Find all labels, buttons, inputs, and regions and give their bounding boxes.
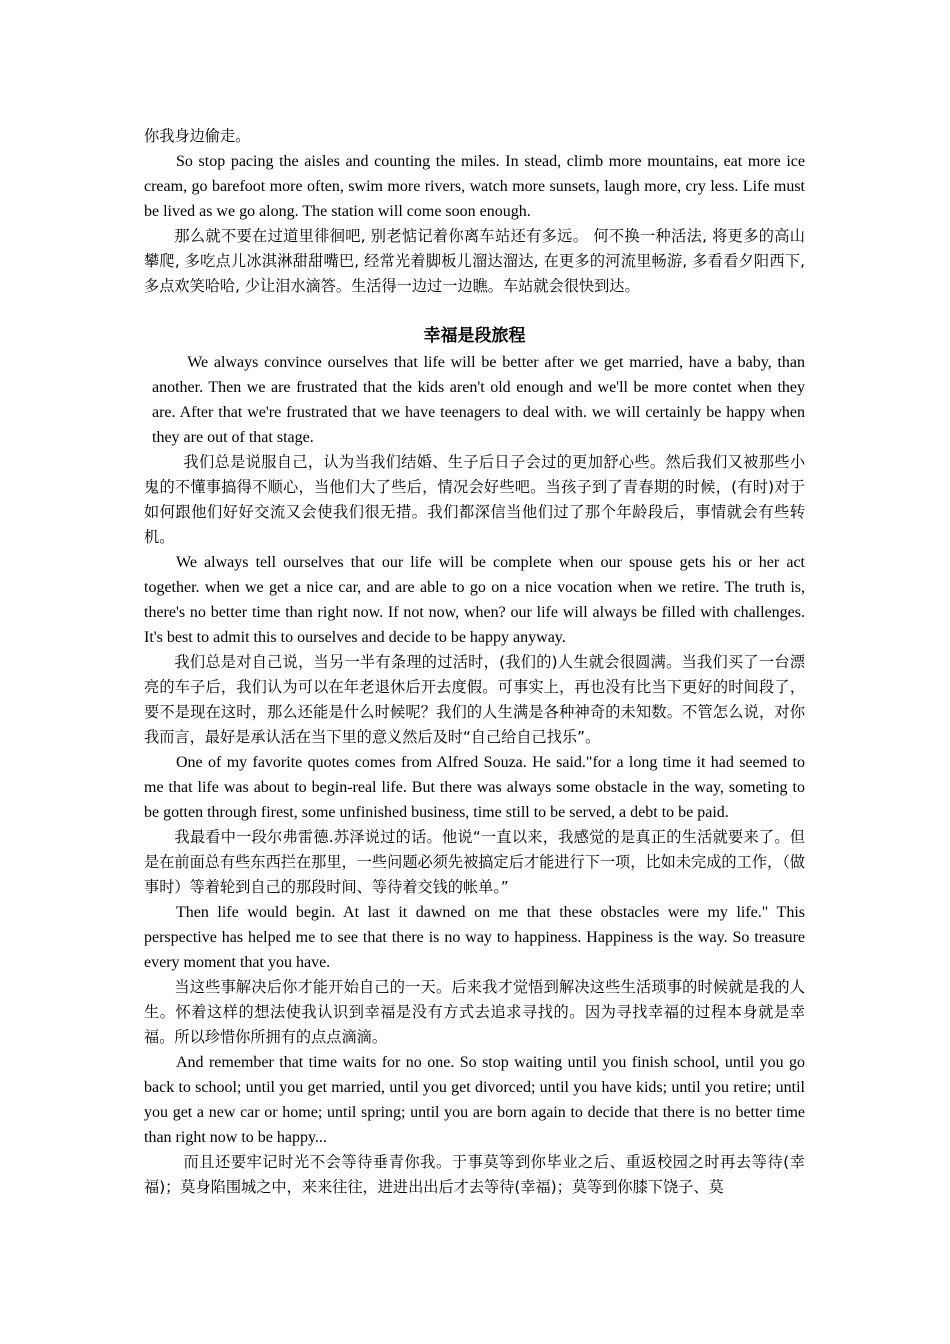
- article-title: 幸福是段旅程: [423, 326, 526, 346]
- paragraph-5: One of my favorite quotes comes from Alfred Souza. He said."for a long time it had seemed to me that life was about to begin-real life. But there was always some obstacle in the way, someting to be gotten through firest, some unfinished business, time still to be served, a debt to be paid.: [144, 754, 805, 821]
- intro-english-paragraph: So stop pacing the aisles and counting the miles. In stead, climb more mountains, eat more ice cream, go barefoot more often, swim more rivers, watch more sunsets, laugh more, cry less. Life must be lived as we go along. The station will come soon enough.: [144, 153, 805, 220]
- paragraph-2: 我们总是说服自己，认为当我们结婚、生子后日子会过的更加舒心些。然后我们又被那些小鬼的不懂事搞得不顺心，当他们大了些后，情况会好些吧。当孩子到了青春期的时候，(有时)对于如何跟他们好好交流又会使我们很无措。我们都深信当他们过了那个年龄段后，事情就会有些转机。: [144, 453, 805, 546]
- intro-chinese-paragraph: 那么就不要在过道里徘徊吧, 别老惦记着你离车站还有多远。 何不换一种活法, 将更多的高山攀爬, 多吃点儿冰淇淋甜甜嘴巴, 经常光着脚板儿溜达溜达, 在更多的河流里畅游, 多看看夕阳西下, 多点欢笑哈哈, 少让泪水滴答。生活得一边过一边瞧。车站就会很快到达。: [144, 227, 805, 295]
- paragraph-10: 而且还要牢记时光不会等待垂青你我。于事莫等到你毕业之后、重返校园之时再去等待(幸福)；莫身陷围城之中，来来往往，进进出出后才去等待(幸福)；莫等到你膝下饶子、莫: [144, 1153, 805, 1196]
- paragraph-7: Then life would begin. At last it dawned on me that these obstacles were my life." This perspective has helped me to see that there is no way to happiness. Happiness is the way. So treasure every moment that you have.: [144, 904, 805, 971]
- text-column: [144, 124, 805, 1200]
- paragraph-1: We always convince ourselves that life will be better after we get married, have a baby, than another. Then we are frustrated that the kids aren't old enough and we'll be more contet when they are. After that we're frustrated that we have teenagers to deal with. we will certainly be happy when they are out of that stage.: [152, 354, 805, 446]
- first-english-block: [152, 350, 805, 450]
- continuation-line: 你我身边偷走。: [144, 127, 251, 145]
- paragraph-9: And remember that time waits for no one. So stop waiting until you finish school, until you go back to school; until you get married, until you get divorced; until you have kids; until you retire; until you get a new car or home; until spring; until you are born again to decide that there is no better time than right now to be happy...: [144, 1054, 805, 1146]
- paragraph-6: 我最看中一段尔弗雷德.苏泽说过的话。他说“一直以来，我感觉的是真正的生活就要来了。但是在前面总有些东西拦在那里，一些问题必须先被搞定后才能进行下一项，比如未完成的工作，（做事时）等着轮到自己的那段时间、等待着交钱的帐单。”: [144, 828, 805, 896]
- paragraph-4: 我们总是对自己说，当另一半有条理的过活时，(我们的)人生就会很圆满。当我们买了一台漂亮的车子后，我们认为可以在年老退休后开去度假。可事实上，再也没有比当下更好的时间段了，要不是现在这时，那么还能是什么时候呢？我们的人生满是各种神奇的未知数。不管怎么说，对你我而言，最好是承认活在当下里的意义然后及时“自己给自己找乐”。: [144, 653, 805, 746]
- paragraph-8: 当这些事解决后你才能开始自己的一天。后来我才觉悟到解决这些生活琐事的时候就是我的人生。怀着这样的想法使我认识到幸福是没有方式去追求寻找的。因为寻找幸福的过程本身就是幸福。所以珍惜你所拥有的点点滴滴。: [144, 978, 805, 1046]
- paragraph-3: We always tell ourselves that our life will be complete when our spouse gets his or her act together. when we get a nice car, and are able to go on a nice vocation when we retire. The truth is, there's no better time than right now. If not now, when? our life will always be filled with challenges. It's best to admit this to ourselves and decide to be happy anyway.: [144, 554, 805, 646]
